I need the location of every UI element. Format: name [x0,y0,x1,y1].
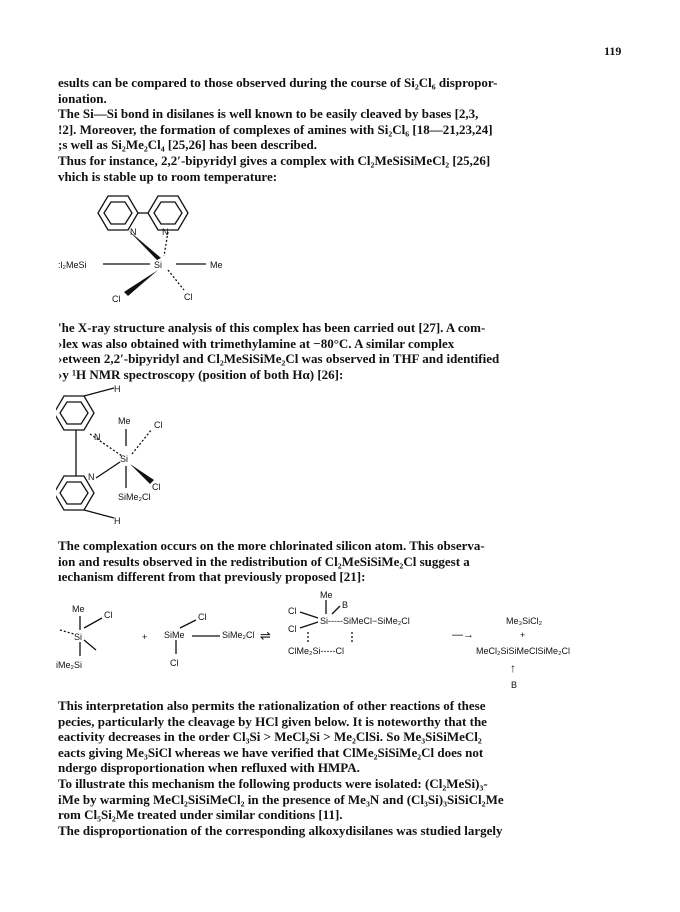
si-chain-label: Si-----SiMeCl−SiMe₂Cl [320,616,410,626]
paragraph-interpretation: This interpretation also permits the rationalization of other reactions of these pecies, particularly the cleavage by HCl given below. It is noteworthy that the eactivity decreases in the order Cl₃Si > MeCl₂Si > Me₂ClSi. So Me₃SiSiMeCl₂ eacts giving Me₃SiCl whereas we have verified that ClMe₂SiSiMe₂Cl does not ndergo disproportionation when refluxed with HMPA. To illustrate this mechanism the following products were isolated: (Cl₂MeSi)₃- iMe by warming MeCl₂SiSiMeCl₂ in the presence of Me₃N and (Cl₃Si)₃SiSiCl₂Me rom Cl₅Si₂Me treated under similar conditions [11]. The disproportionation of the corresponding alkoxydisilanes was studied largely [58,698,504,838]
cl-label: Cl [112,294,121,304]
clme2si-label: ClMe₂Si-----Cl [288,646,344,656]
sime2-label: iMe₂Si [56,660,82,670]
cl-label: Cl [288,624,297,634]
equilibrium-arrow: ⇌ [260,628,271,643]
si-label: Si [74,632,83,642]
sime-label: SiMe [164,630,185,640]
cl-label: Cl [198,612,207,622]
nitrogen-label: N [94,432,101,442]
reaction-arrow: —→ [452,629,474,641]
product-label: Me₃SiCl₂ [506,616,543,626]
si-label: Si [120,454,129,464]
scheme-mechanism [56,588,626,700]
nitrogen-label: N [162,227,169,237]
cl-label: Cl [104,610,113,620]
me-label: Me [210,260,223,270]
product-label: MeCl₂SiSiMeClSiMe₂Cl [476,646,570,656]
page-number: 119 [604,44,622,58]
paragraph-xray: 'he X-ray structure analysis of this complex has been carried out [27]. A com- ›lex was also obtained with trimethylamine at −80°C. A similar complex ›etween 2,2′-bipyridyl and Cl₂MeSiSiMe₂Cl was observed in THF and identified ›y ¹H NMR spectroscopy (position of both Hα) [26]: [58,320,500,382]
nitrogen-label: N [88,472,95,482]
h-label: H [114,516,121,526]
cl-label: Cl [288,606,297,616]
me-label: Me [72,604,85,614]
b-label: B [511,680,518,690]
paragraph-intro: esults can be compared to those observed during the course of Si₂Cl₆ dispropor- ionation. The Si—Si bond in disilanes is well known to be easily cleaved by bases [2,3, !2]. Moreover, the formation of complexes of amines with Si₂Cl₆ [18—21,23,24] ;s well as Si₂Me₂Cl₄ [25,26] has been described. Thus for instance, 2,2′-bipyridyl gives a complex with Cl₂MeSiSiMeCl₂ [25,26] vhich is stable up to room temperature: [58,75,498,184]
me-label: Me [118,416,131,426]
nitrogen-label: N [130,227,137,237]
si-label: Si [154,260,163,270]
cl-label: Cl [184,292,193,302]
me-label: Me [320,590,333,600]
sime2cl-label: SiMe₂Cl [222,630,255,640]
plus-sign: + [142,632,148,642]
h-label: H [114,384,121,394]
cl-label: Cl [152,482,161,492]
sime2cl-label: SiMe₂Cl [118,492,151,502]
scheme-nmr-complex [56,384,256,534]
cl-label: Cl [154,420,163,430]
cl-label: Cl [170,658,179,668]
cl2mesi-label: :l₂MeSi [58,260,87,270]
scheme-bipyridyl-complex [58,188,298,318]
plus-sign: + [520,630,526,640]
up-arrow: ↑ [510,661,516,675]
b-label: B [342,600,349,610]
paragraph-mechanism: The complexation occurs on the more chlorinated silicon atom. This observa- ion and results observed in the redistribution of Cl₂MeSiSiMe₂Cl suggest a ıechanism different from that previously proposed [21]: [58,538,485,585]
